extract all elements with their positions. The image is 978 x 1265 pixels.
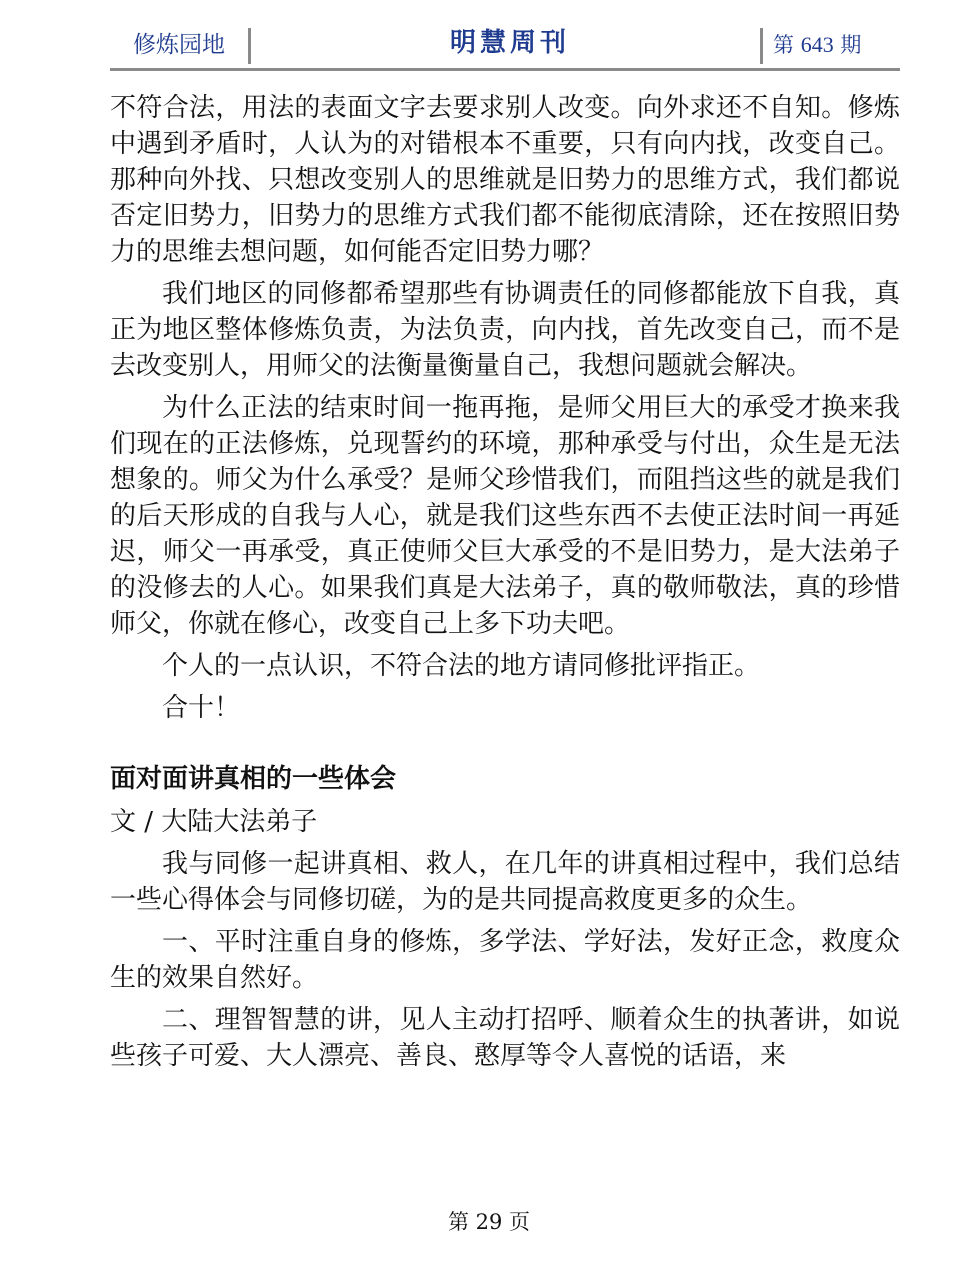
page-header [110, 22, 900, 71]
page-number: 第 29 页 [447, 1210, 531, 1234]
issue-prefix: 第 [773, 33, 794, 57]
publication-title: 明慧周刊 [449, 28, 570, 58]
body-paragraph: 为什么正法的结束时间一拖再拖，是师父用巨大的承受才换来我们现在的正法修炼，兑现誓约的环境，那种承受与付出，众生是无法想象的。师父为什么承受？是师父珍惜我们，而阻挡这些的就是我们的后天形成的自我与人心，就是我们这些东西不去使正法时间一再延迟，师父一再承受，真正使师父巨大承受的不是旧势力，是大法弟子的没修去的人心。如果我们真是大法弟子，真的敬师敬法，真的珍惜师父，你就在修心，改变自己上多下功夫吧。 [110, 393, 900, 639]
article-title: 面对面讲真相的一些体会 [110, 764, 397, 794]
issue-suffix: 期 [840, 33, 862, 57]
body-paragraph: 二、理智智慧的讲，见人主动打招呼、顺着众生的执著讲，如说些孩子可爱、大人漂亮、善良、憨厚等令人喜悦的话语，来 [110, 1005, 900, 1071]
body-paragraph: 一、平时注重自身的修炼，多学法、学好法，发好正念，救度众生的效果自然好。 [110, 927, 900, 993]
body-paragraph: 我们地区的同修都希望那些有协调责任的同修都能放下自我，真正为地区整体修炼负责，为法负责，向内找，首先改变自己，而不是去改变别人，用师父的法衡量衡量自己，我想问题就会解决。 [110, 279, 900, 381]
body-paragraph: 不符合法，用法的表面文字去要求别人改变。向外求还不自知。修炼中遇到矛盾时，人认为的对错根本不重要，只有向内找，改变自己。那种向外找、只想改变别人的思维就是旧势力的思维方式，我们都说否定旧势力，旧势力的思维方式我们都不能彻底清除，还在按照旧势力的思维去想问题，如何能否定旧势力哪？ [110, 93, 900, 267]
body-paragraph: 个人的一点认识，不符合法的地方请同修批评指正。 [162, 651, 761, 681]
body-paragraph: 我与同修一起讲真相、救人，在几年的讲真相过程中，我们总结一些心得体会与同修切磋，为的是共同提高救度更多的众生。 [110, 849, 900, 915]
section-name: 修炼园地 [110, 28, 251, 64]
issue-number [760, 28, 900, 64]
issue-number-value: 643 [800, 32, 834, 57]
article-byline: 文 / 大陆大法弟子 [110, 807, 318, 837]
page-content [110, 90, 900, 1080]
body-paragraph: 合十！ [162, 693, 241, 723]
